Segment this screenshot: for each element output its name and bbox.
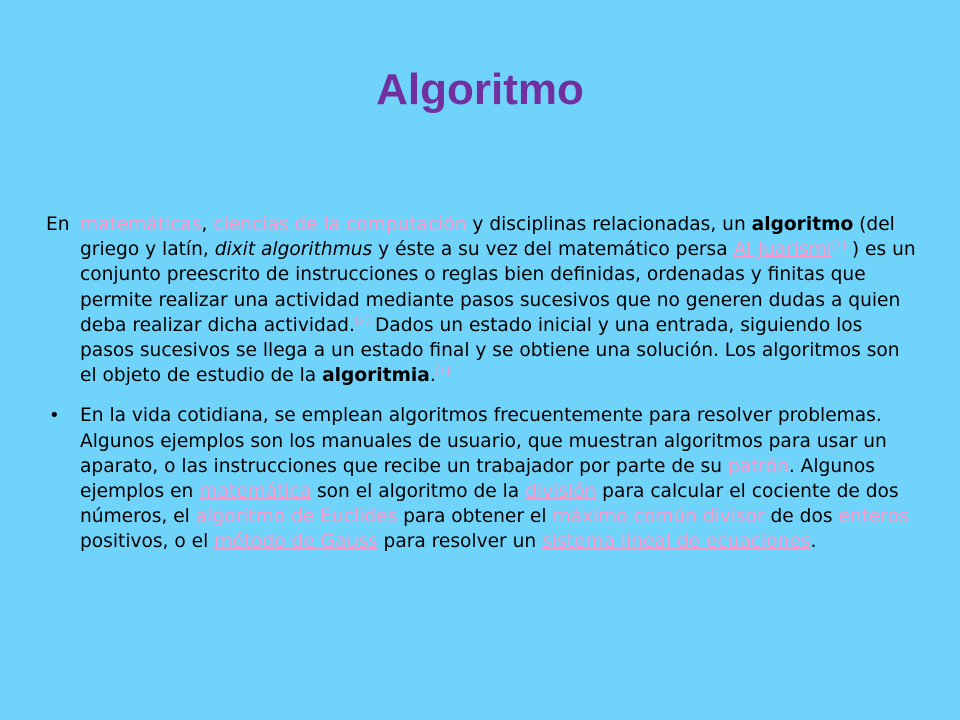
text-fragment: , [201,214,214,235]
text-fragment: . [810,531,817,553]
text-fragment: de dos [764,506,839,528]
text-fragment: . [429,365,436,387]
examples-paragraph [46,403,916,554]
link-ciencias-computacion[interactable]: ciencias de la computación [213,214,467,235]
link-metodo-gauss[interactable]: método de Gauss [214,531,378,553]
text-fragment: En la vida cotidiana, se emplean algoritmos frecuentemente para resolver problemas. Algunos ejemplos son los manuales de usuario, que muestran algoritmos para usar un aparato, o las instrucciones que recibe un trabajador por parte de su [80,405,887,477]
reference-1-repeat[interactable]: [1] [435,366,450,378]
bold-term-algoritmo: algoritmo [751,214,854,235]
bold-term-algoritmia: algoritmia [322,365,430,387]
paragraph-lead-word: En [46,214,70,235]
link-algoritmo-euclides[interactable]: algoritmo de Euclides [195,506,398,528]
text-fragment: y éste a su vez del matemático persa [372,239,734,261]
link-sistema-lineal[interactable]: sistema lineal de ecuaciones [542,531,811,553]
link-al-juarismi[interactable]: Al Juarismi [733,239,832,261]
text-fragment: (del griego y latín, [80,214,895,261]
italic-phrase: dixit algorithmus [214,239,373,261]
slide-body [46,212,916,570]
text-fragment: para resolver un [377,531,543,553]
definition-paragraph [46,212,916,388]
slide-title: Algoritmo [376,65,584,114]
text-fragment: positivos, o el [80,531,215,553]
text-fragment: y disciplinas relacionadas, un [466,214,752,235]
link-maximo-comun-divisor[interactable]: máximo común divisor [552,506,765,528]
text-fragment: ) es un conjunto preescrito de instrucciones o reglas bien definidas, ordenadas y finitas que permite realizar una actividad mediante pasos sucesivos que no generen dudas a quien deba realizar dicha actividad. [80,239,916,336]
link-enteros[interactable]: enteros [838,506,909,528]
text-fragment: para obtener el [397,506,553,528]
link-matematica[interactable]: matemática [199,481,312,503]
reference-2[interactable]: [2] [354,315,370,327]
text-fragment: son el algoritmo de la [311,481,526,503]
bullet-icon: • [49,405,60,427]
link-patron[interactable]: patrón [727,455,789,477]
reference-1[interactable]: [1] [831,240,846,252]
text-fragment: Dados un estado inicial y una entrada, siguiendo los pasos sucesivos se llega a un estado final y se obtiene una solución. Los algoritmos son el objeto de estudio de la [80,314,900,387]
text-fragment: . Algunos ejemplos en [80,455,875,503]
link-division[interactable]: división [525,481,597,503]
text-fragment: para calcular el cociente de dos números, el [80,481,899,528]
link-matematicas[interactable]: matemáticas [80,214,202,235]
